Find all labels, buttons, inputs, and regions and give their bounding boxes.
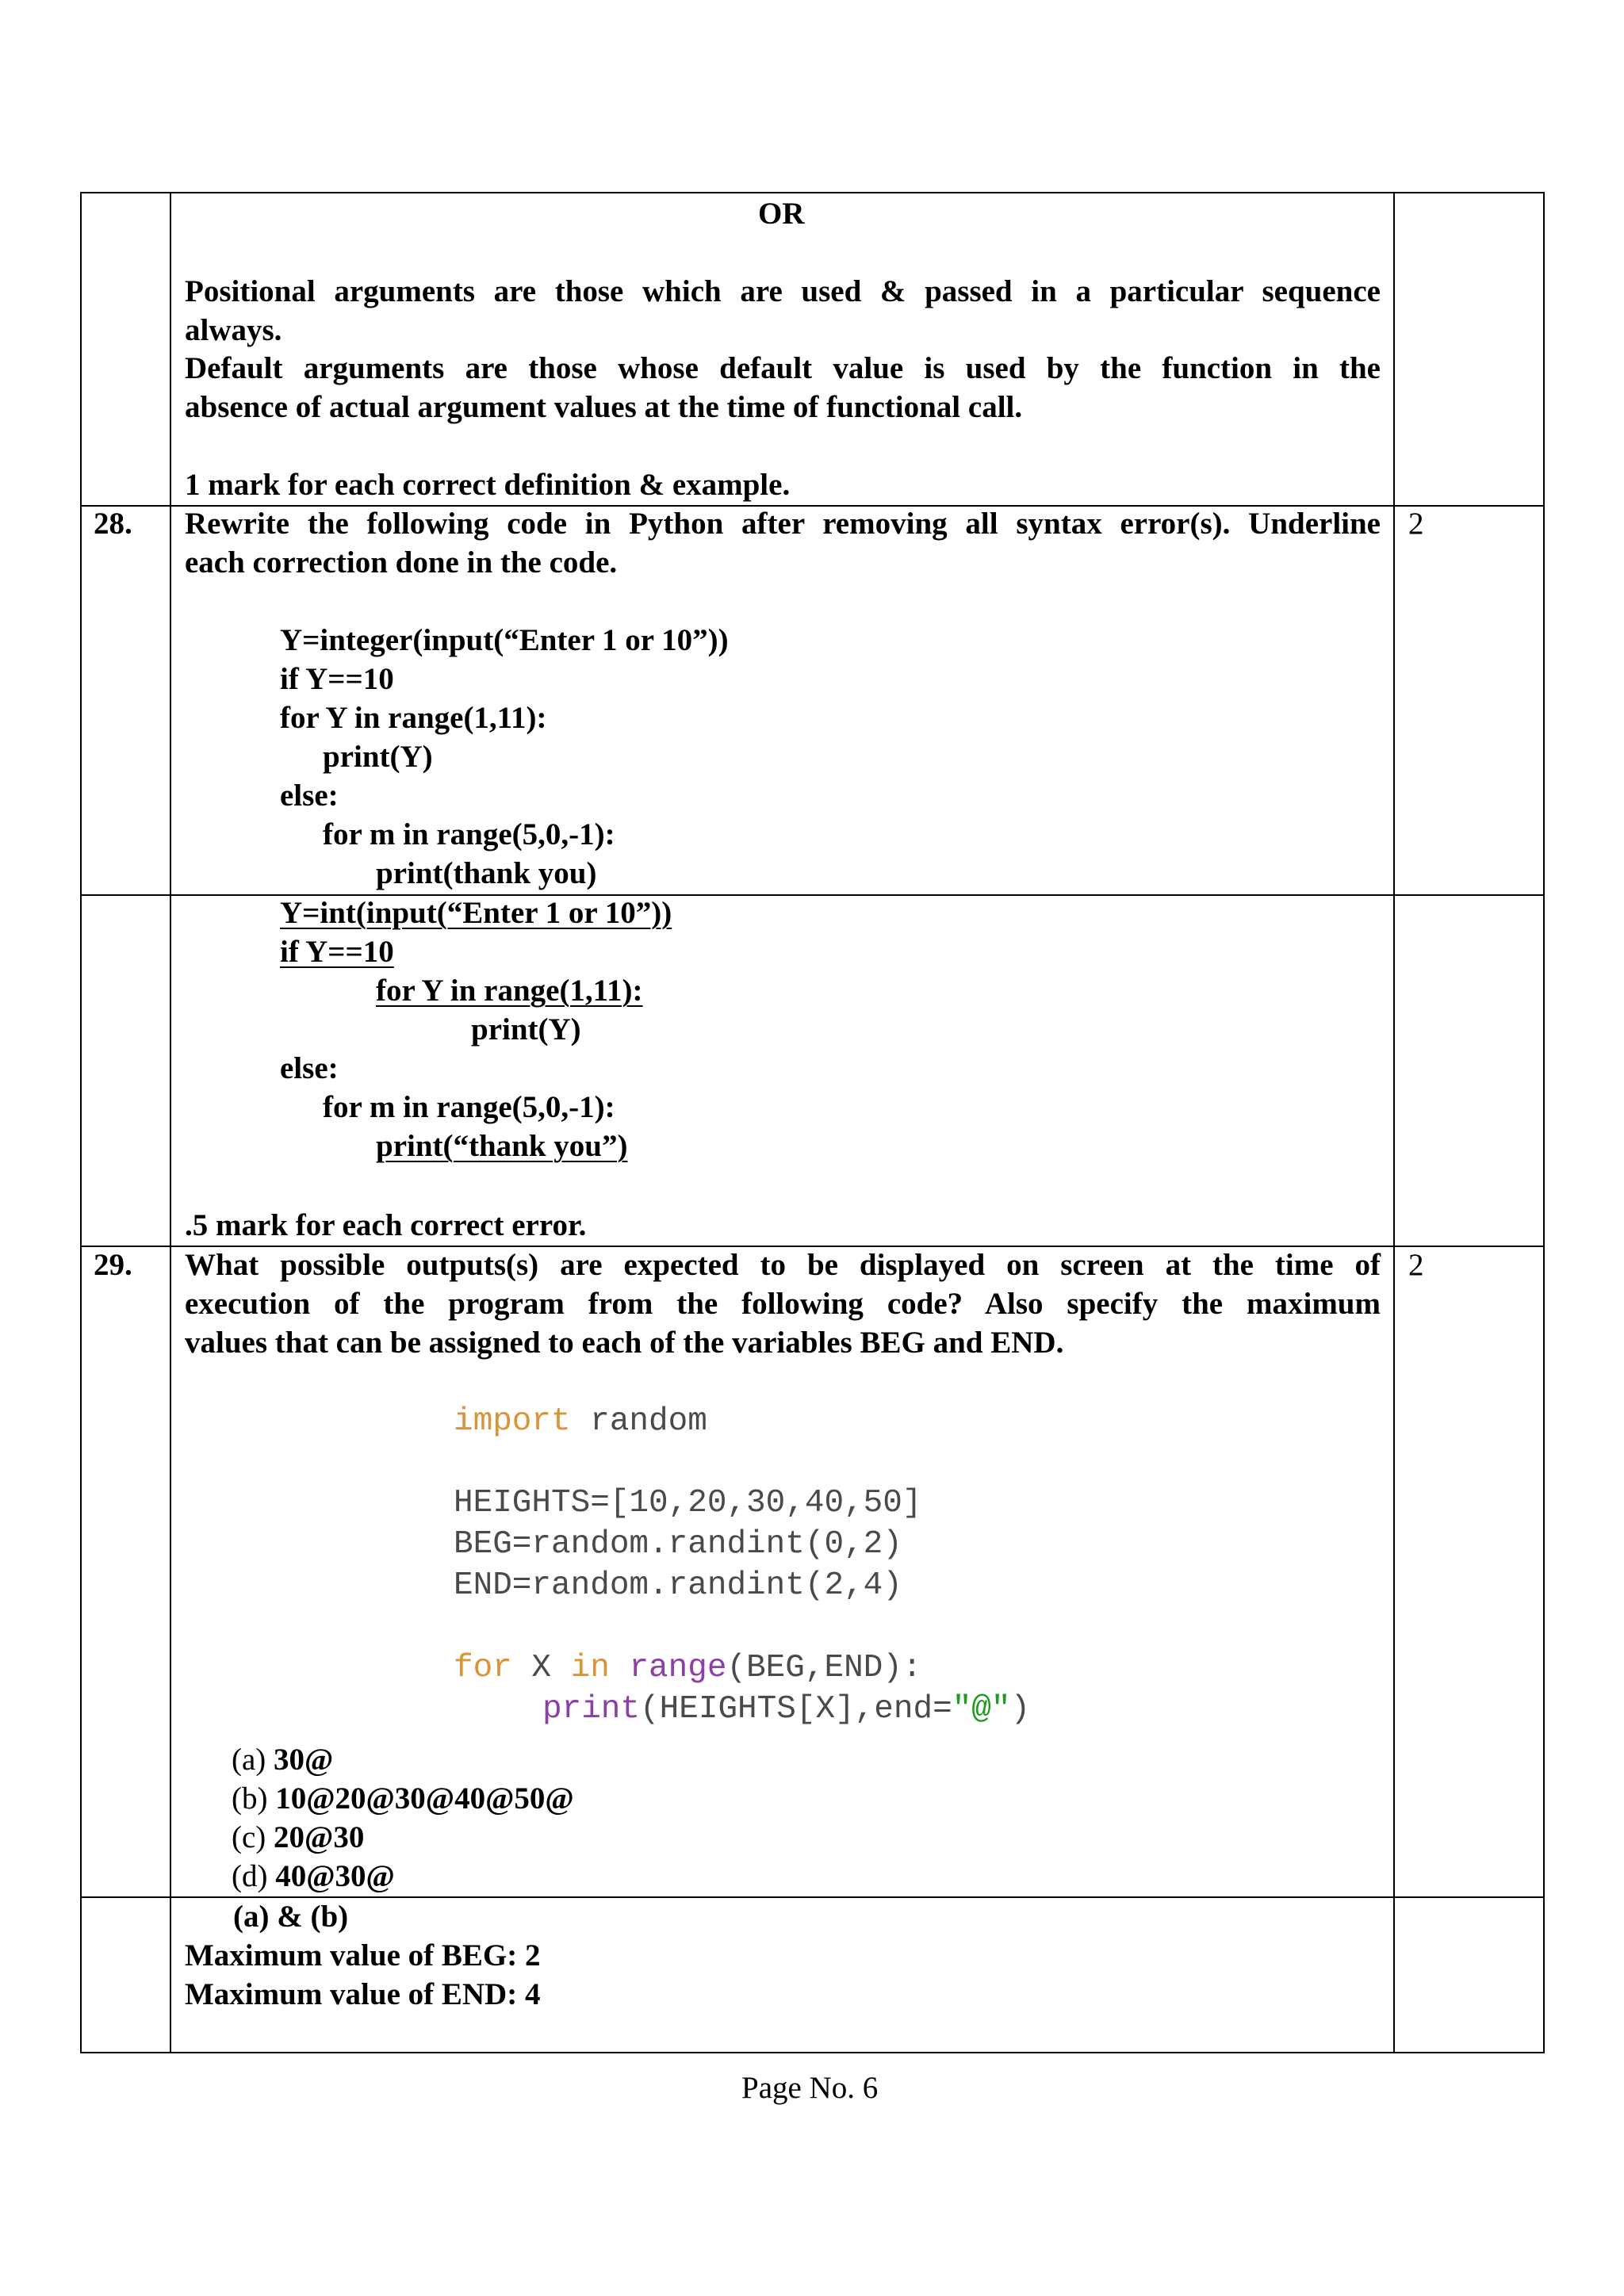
default-definition-line1: Default arguments are those whose default value is used by the function in the bbox=[185, 351, 1381, 385]
max-beg: Maximum value of BEG: 2 bbox=[185, 1938, 541, 1973]
table-border-bottom bbox=[81, 2052, 1545, 2053]
code-keyword: import bbox=[454, 1403, 571, 1440]
question-29-marks: 2 bbox=[1408, 1248, 1424, 1282]
max-end: Maximum value of END: 4 bbox=[185, 1977, 541, 2011]
q28-code-line: print(Y) bbox=[323, 740, 433, 774]
q28-code-line: else: bbox=[280, 779, 339, 813]
question-29-text-line1: What possible outputs(s) are expected to be displayed on screen at the time of bbox=[185, 1248, 1381, 1282]
code-text: random bbox=[570, 1403, 707, 1440]
code-text: ) bbox=[1010, 1691, 1031, 1728]
a28-code-line: else: bbox=[280, 1051, 339, 1085]
q28-code-line: print(thank you) bbox=[376, 856, 597, 890]
question-number-28: 28. bbox=[94, 507, 132, 541]
code-string: "@" bbox=[952, 1691, 1011, 1728]
option-label: (d) bbox=[232, 1859, 268, 1893]
q28-code-line: for m in range(5,0,-1): bbox=[323, 817, 615, 851]
question-28-text-line2: each correction done in the code. bbox=[185, 545, 618, 580]
question-28-text-line1: Rewrite the following code in Python after removing all syntax error(s). Underline bbox=[185, 507, 1381, 541]
q28-code-line: for Y in range(1,11): bbox=[280, 701, 547, 735]
a28-code-line: for m in range(5,0,-1): bbox=[323, 1090, 615, 1124]
a28-corrected-line: for Y in range(1,11): bbox=[376, 974, 643, 1008]
answer-29: (a) & (b) bbox=[233, 1900, 349, 1934]
option-label: (b) bbox=[232, 1781, 268, 1816]
option-value: 40@30@ bbox=[275, 1859, 395, 1893]
q28-code-line: if Y==10 bbox=[280, 662, 394, 696]
or-heading: OR bbox=[758, 197, 805, 231]
q29-code-end: END=random.randint(2,4) bbox=[454, 1567, 902, 1604]
option-value: 10@20@30@40@50@ bbox=[275, 1781, 574, 1816]
option-b bbox=[232, 1779, 574, 1818]
table-border-right bbox=[1543, 192, 1545, 2053]
code-keyword: in bbox=[570, 1650, 610, 1686]
option-c bbox=[232, 1818, 364, 1857]
column-divider-number bbox=[170, 192, 171, 2053]
code-keyword: for bbox=[454, 1650, 512, 1686]
a28-corrected-line: Y=int(input(“Enter 1 or 10”)) bbox=[280, 896, 672, 930]
option-label: (c) bbox=[232, 1820, 266, 1854]
option-d bbox=[232, 1857, 395, 1896]
question-29-text-line2: execution of the program from the following code? Also specify the maximum bbox=[185, 1287, 1381, 1321]
a28-code-line: print(Y) bbox=[471, 1012, 581, 1047]
q29-code-for bbox=[454, 1647, 922, 1689]
code-text: (HEIGHTS[X],end= bbox=[640, 1691, 952, 1728]
option-label: (a) bbox=[232, 1743, 266, 1777]
marking-scheme-27: 1 mark for each correct definition & example. bbox=[185, 468, 791, 502]
table-border-top bbox=[81, 192, 1545, 193]
default-definition-line2: absence of actual argument values at the time of functional call. bbox=[185, 390, 1023, 424]
page-number: Page No. 6 bbox=[741, 2071, 879, 2105]
question-number-29: 29. bbox=[94, 1248, 132, 1282]
option-a bbox=[232, 1740, 333, 1779]
code-builtin: range bbox=[609, 1650, 727, 1686]
a28-corrected-line: if Y==10 bbox=[280, 935, 394, 969]
option-value: 20@30 bbox=[274, 1820, 365, 1854]
q29-code-import bbox=[454, 1401, 707, 1442]
question-29-text-line3: values that can be assigned to each of the variables BEG and END. bbox=[185, 1326, 1064, 1360]
table-border-left bbox=[80, 192, 82, 2053]
code-builtin: print bbox=[542, 1691, 641, 1728]
positional-definition-line1: Positional arguments are those which are used & passed in a particular sequence bbox=[185, 274, 1381, 308]
q29-code-heights: HEIGHTS=[10,20,30,40,50] bbox=[454, 1485, 922, 1521]
marking-scheme-28: .5 mark for each correct error. bbox=[185, 1208, 587, 1242]
positional-definition-line2: always. bbox=[185, 313, 282, 347]
column-divider-marks bbox=[1393, 192, 1395, 2053]
code-text: (BEG,END): bbox=[726, 1650, 922, 1686]
code-text: X bbox=[511, 1650, 571, 1686]
option-value: 30@ bbox=[274, 1743, 334, 1777]
question-28-marks: 2 bbox=[1408, 507, 1424, 541]
q29-code-print bbox=[542, 1689, 1030, 1730]
q29-code-beg: BEG=random.randint(0,2) bbox=[454, 1526, 902, 1563]
q28-code-line: Y=integer(input(“Enter 1 or 10”)) bbox=[280, 623, 729, 657]
a28-corrected-line: print(“thank you”) bbox=[376, 1129, 628, 1163]
